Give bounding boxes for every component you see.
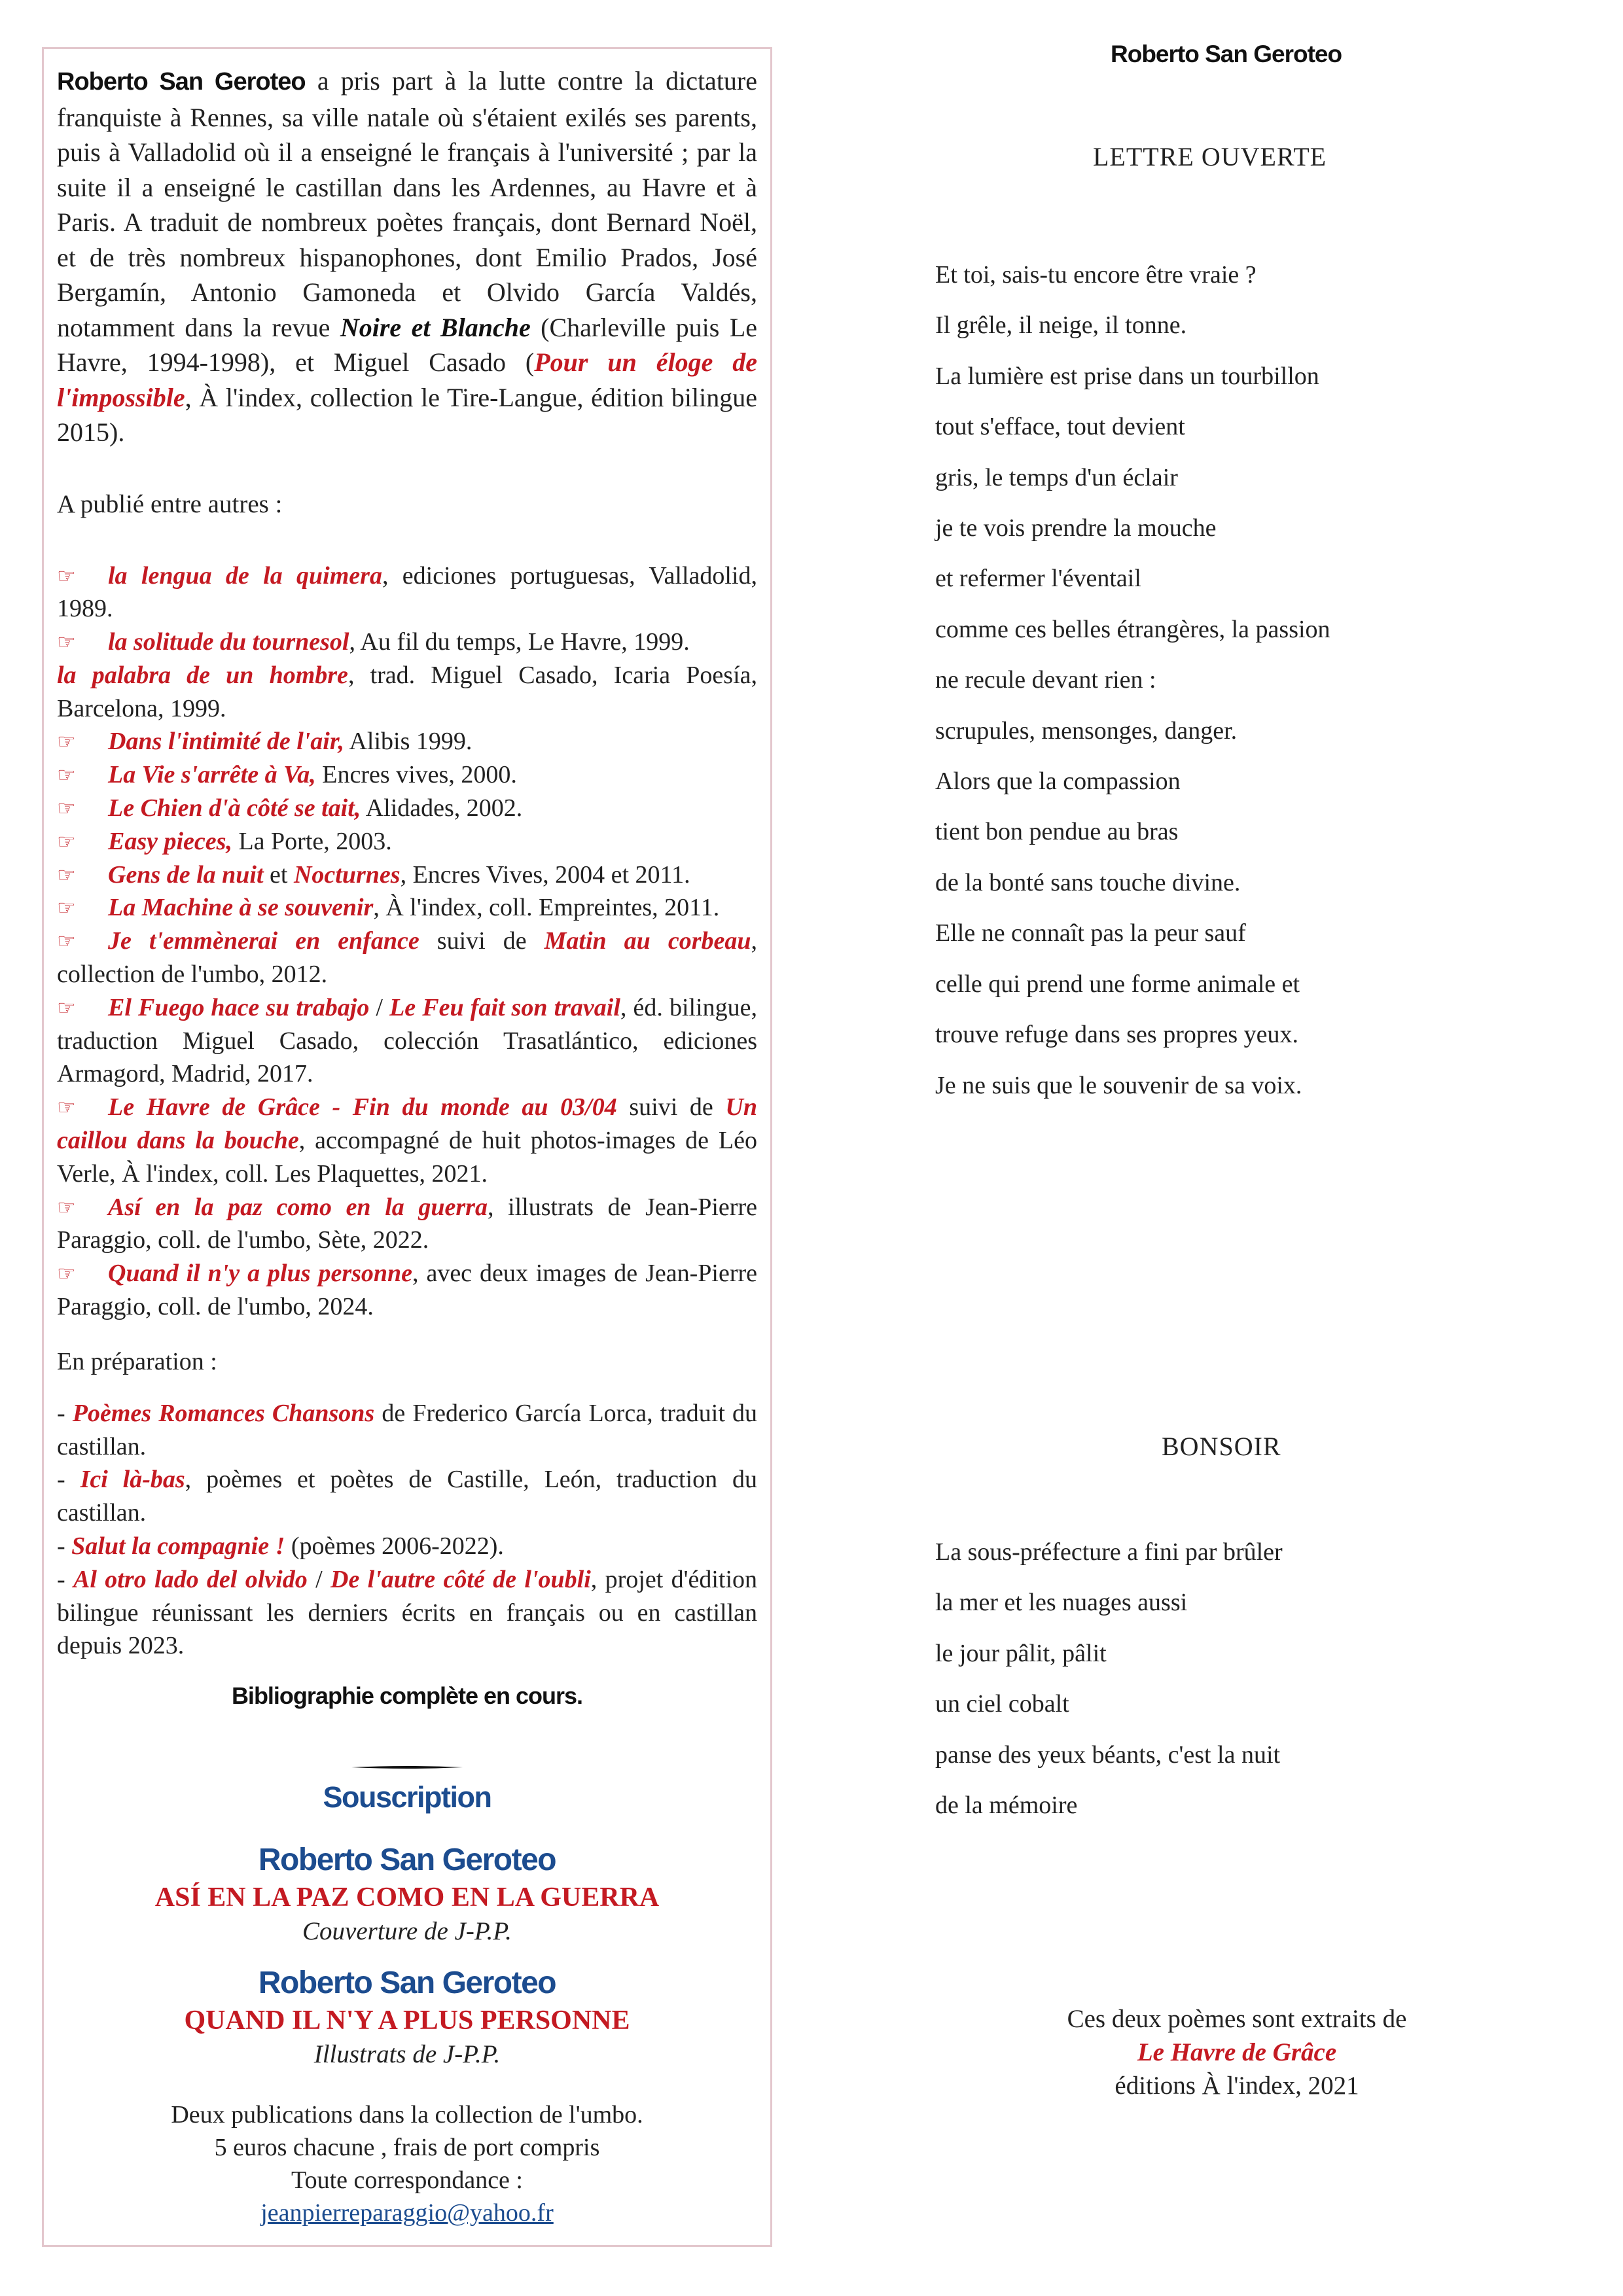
poem-line: le jour pâlit, pâlit [935, 1639, 1107, 1667]
publication-details: , trad. Miguel Casado, Icaria Poesía, Barcelona, 1999. [57, 661, 758, 722]
poem-line: de la bonté sans touche divine. [935, 868, 1241, 896]
publication-connector: / [369, 993, 390, 1021]
bio-text: a pris part à la lutte contre la dictature franquiste à Rennes, sa ville natale où s'étaient exilés ses parents, puis à Valladolid où il a enseigné le français à l'université ; par la suite il a enseigné le castillan dans les Ardennes, au Havre et à Paris. A traduit de nombreux poètes français, dont Bernard Noël, et de très nombreux hispanophones, dont Emilio Prados, José Bergamín, Antonio Gamoneda et Olvido García Valdés, notamment dans la revue [57, 66, 758, 342]
publication-title: Gens de la nuit [108, 860, 264, 889]
pointing-hand-icon: ☞ [57, 828, 76, 854]
preparation-title: Al otro lado del olvido [73, 1565, 308, 1593]
info-line: Deux publications dans la collection de l'umbo. [171, 2101, 643, 2129]
poem-line: Il grêle, il neige, il tonne. [935, 311, 1187, 340]
publication-details: , À l'index, coll. Empreintes, 2011. [373, 894, 720, 922]
publication-details: , collection de l'umbo, 2012. [57, 927, 757, 989]
publication-item [57, 825, 757, 858]
publication-title: Le Havre de Grâce - Fin du monde au 03/04 [108, 1093, 617, 1122]
info-line: 5 euros chacune , frais de port compris [214, 2134, 600, 2162]
note-line: Ces deux poèmes sont extraits de [1067, 2005, 1407, 2033]
pointing-hand-icon: ☞ [57, 729, 76, 754]
publication-title: la palabra de un hombre [57, 661, 348, 689]
publication-title: Je t'emmènerai en enfance [108, 927, 419, 955]
publication-details: Alibis 1999. [344, 728, 473, 756]
souscription-heading: Souscription [323, 1780, 491, 1814]
publication-details: Alidades, 2002. [361, 794, 523, 822]
preparation-title: Ici là-bas [80, 1466, 185, 1494]
publication-item [57, 559, 757, 626]
preparation-details: , poèmes et poètes de Castille, León, traduction du castillan. [57, 1466, 758, 1527]
poem-bonsoir [935, 1527, 1283, 1831]
pointing-hand-icon: ☞ [57, 862, 76, 887]
published-heading: A publié entre autres : [57, 489, 283, 518]
ornament-divider [351, 1763, 463, 1771]
publication-title: Matin au corbeau [544, 927, 751, 955]
publication-item [57, 1191, 757, 1258]
poem-line: Elle ne connaît pas la peur sauf [935, 919, 1246, 947]
publication-title: Quand il n'y a plus personne [108, 1260, 413, 1288]
publication-item [57, 891, 757, 925]
preparation-title: Salut la compagnie ! [71, 1532, 285, 1561]
publication-details: , avec deux images de Jean-Pierre Paraggio, coll. de l'umbo, 2024. [57, 1260, 757, 1321]
info-line: Toute correspondance : [291, 2166, 523, 2195]
publication-title: Le Chien d'à côté se tait, [108, 794, 361, 822]
pointing-hand-icon: ☞ [57, 563, 76, 588]
pointing-hand-icon: ☞ [57, 762, 76, 788]
poem-line: scrupules, mensonges, danger. [935, 716, 1238, 745]
publication-item [57, 792, 757, 825]
subscription-info [57, 2098, 757, 2229]
poem-title-lettre-ouverte: LETTRE OUVERTE [1093, 142, 1327, 171]
publication-details: Encres vives, 2000. [315, 761, 517, 789]
preparation-item [57, 1530, 757, 1563]
publication-item [57, 1091, 757, 1190]
poem-line: comme ces belles étrangères, la passion [935, 615, 1330, 643]
bibliography-note: Bibliographie complète en cours. [231, 1682, 583, 1710]
poem-line: la mer et les nuages aussi [935, 1589, 1188, 1617]
publication-connector: suivi de [419, 927, 544, 955]
publication-details: , éd. bilingue, traduction Miguel Casado, colección Trasatlántico, ediciones Armagord, Madrid, 2017. [57, 993, 757, 1088]
poem-line: ne recule devant rien : [935, 666, 1156, 694]
subscription-credit: Illustrats de J-P.P. [313, 2040, 501, 2069]
pointing-hand-icon: ☞ [57, 1194, 76, 1220]
dash-marker: - [57, 1466, 80, 1494]
publication-item [57, 1257, 757, 1324]
poem-line: de la mémoire [935, 1792, 1078, 1820]
poem-line: et refermer l'éventail [935, 565, 1141, 593]
publication-details: , ediciones portuguesas, Valladolid, 1989. [57, 561, 758, 623]
publication-details: La Porte, 2003. [232, 827, 392, 855]
publication-connector: et [263, 860, 294, 889]
poem-lettre-ouverte [935, 250, 1330, 1111]
bio-book-title: Pour un éloge de l'impossible [57, 347, 757, 412]
preparation-heading: En préparation : [57, 1347, 217, 1375]
poem-line: panse des yeux béants, c'est la nuit [935, 1740, 1281, 1769]
bio-text: (Charleville puis Le Havre, 1994-1998), et Miguel Casado ( [57, 312, 757, 377]
poem-line: Et toi, sais-tu encore être vraie ? [935, 261, 1257, 289]
note-line: éditions À l'index, 2021 [1115, 2072, 1359, 2100]
dash-marker: - [57, 1532, 72, 1561]
author-bio [57, 63, 757, 450]
publication-details: , accompagné de huit photos-images de Léo Verle, À l'index, coll. Les Plaquettes, 2021. [57, 1127, 758, 1188]
preparation-title: De l'autre côté de l'oubli [330, 1565, 591, 1593]
dash-marker: - [57, 1399, 73, 1427]
poem-line: Alors que la compassion [935, 768, 1181, 796]
publication-title: Un caillou dans la bouche [57, 1093, 757, 1155]
publication-details: , Encres Vives, 2004 et 2011. [400, 860, 690, 889]
subscription-title: ASÍ EN LA PAZ COMO EN LA GUERRA [154, 1882, 660, 1913]
publication-title: Así en la paz como en la guerra [108, 1193, 488, 1221]
publication-details: , illustrats de Jean-Pierre Paraggio, coll. de l'umbo, Sète, 2022. [57, 1193, 757, 1254]
pointing-hand-icon: ☞ [57, 928, 76, 954]
poem-line: Je ne suis que le souvenir de sa voix. [935, 1071, 1302, 1099]
contact-email-link[interactable]: jeanpierreparaggio@yahoo.fr [260, 2199, 554, 2227]
publication-connector: suivi de [616, 1093, 726, 1122]
publication-title: Dans l'intimité de l'air, [108, 728, 345, 756]
publication-item [57, 758, 757, 792]
poem-line: tout s'efface, tout devient [935, 413, 1185, 441]
pointing-hand-icon: ☞ [57, 1095, 76, 1120]
dash-marker: - [57, 1565, 74, 1593]
preparation-details: , projet d'édition bilingue réunissant les derniers écrits en français ou en castillan depuis 2023. [57, 1565, 757, 1660]
publication-title: Nocturnes [293, 860, 401, 889]
preparation-list [57, 1397, 757, 1663]
publication-title: La Machine à se souvenir [108, 894, 374, 922]
publication-item [57, 991, 757, 1091]
publication-title: La Vie s'arrête à Va, [108, 761, 316, 789]
pointing-hand-icon: ☞ [57, 895, 76, 921]
publication-title: El Fuego hace su trabajo [108, 993, 370, 1021]
note-book-title: Le Havre de Grâce [1137, 2038, 1337, 2066]
publication-title: la lengua de la quimera [108, 561, 382, 590]
subscription-title: QUAND IL N'Y A PLUS PERSONNE [184, 2005, 630, 2036]
poem-line: trouve refuge dans ses propres yeux. [935, 1021, 1299, 1049]
poem-line: un ciel cobalt [935, 1690, 1069, 1718]
bio-author-name: Roberto San Geroteo [57, 68, 306, 96]
preparation-item [57, 1463, 757, 1530]
poem-line: La lumière est prise dans un tourbillon [935, 362, 1319, 390]
preparation-title: Poèmes Romances Chansons [72, 1399, 375, 1427]
preparation-connector: / [307, 1565, 330, 1593]
pointing-hand-icon: ☞ [57, 629, 76, 655]
bibliography-panel [42, 47, 772, 2247]
publication-item [57, 626, 757, 659]
poem-line: je te vois prendre la mouche [935, 514, 1217, 542]
preparation-details: de Frederico García Lorca, traduit du castillan. [57, 1399, 758, 1460]
preparation-details: (poèmes 2006-2022). [285, 1532, 504, 1561]
publication-title: Easy pieces, [108, 827, 232, 855]
publication-item [57, 659, 757, 726]
pointing-hand-icon: ☞ [57, 995, 76, 1020]
pointing-hand-icon: ☞ [57, 1261, 76, 1286]
subscription-credit: Couverture de J-P.P. [302, 1917, 512, 1946]
subscription-author: Roberto San Geroteo [258, 1966, 556, 2001]
poem-line: gris, le temps d'un éclair [935, 463, 1178, 491]
publication-title: Le Feu fait son travail [389, 993, 620, 1021]
poem-line: tient bon pendue au bras [935, 818, 1179, 846]
preparation-item [57, 1563, 757, 1663]
publication-details: , Au fil du temps, Le Havre, 1999. [349, 628, 690, 656]
bio-text: , À l'index, collection le Tire-Langue, édition bilingue 2015). [57, 382, 757, 447]
publication-item [57, 858, 757, 892]
subscription-author: Roberto San Geroteo [258, 1843, 556, 1878]
publication-title: la solitude du tournesol [108, 628, 349, 656]
publication-item [57, 925, 757, 991]
publication-item [57, 725, 757, 758]
preparation-item [57, 1397, 757, 1464]
bio-revue-title: Noire et Blanche [340, 312, 531, 342]
publication-list [57, 559, 757, 1324]
poem-line: celle qui prend une forme animale et [935, 970, 1300, 998]
poem-line: La sous-préfecture a fini par brûler [935, 1538, 1283, 1566]
poem-title-bonsoir: BONSOIR [1162, 1432, 1281, 1461]
poems-author: Roberto San Geroteo [1111, 41, 1342, 67]
poems-source-note [1008, 2002, 1466, 2102]
pointing-hand-icon: ☞ [57, 796, 76, 821]
